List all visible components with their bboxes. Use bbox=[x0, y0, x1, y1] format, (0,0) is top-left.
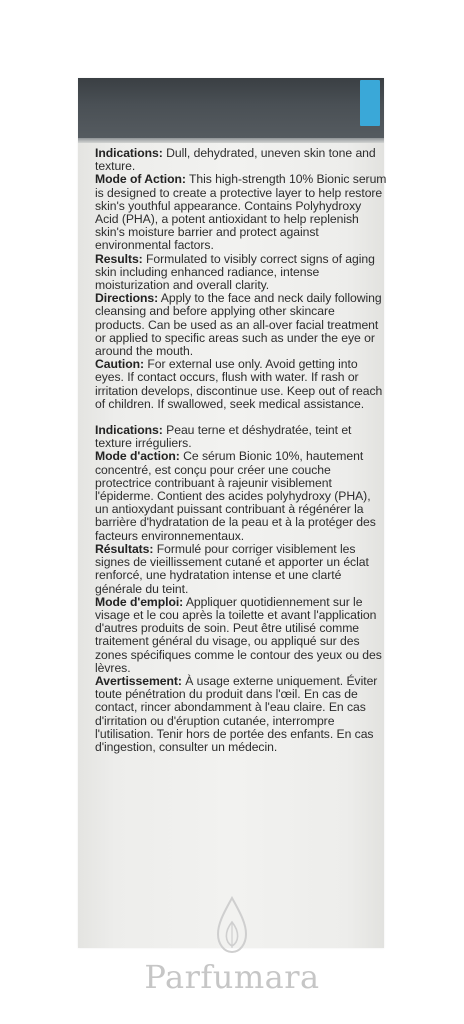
fr-indications-title: Indications: bbox=[95, 423, 163, 438]
en-directions-title: Directions: bbox=[95, 291, 159, 306]
fr-mode-action-text: Ce sérum Bionic 10%, hautement concentré, est conçu pour créer une couche protectrice contribuant à rajeunir visiblement l'épiderme. Contient des acides polyhydroxy (PHA), un antioxydant puissant contribuant à régénérer la barrière d'hydratation de la peau et à la protéger des facteurs environnementaux. bbox=[95, 449, 376, 543]
en-results-text: Formulated to visibly correct signs of aging skin including enhanced radiance, intense moisturization and overall clarity. bbox=[95, 251, 375, 293]
fr-mode-emploi-text: Appliquer quotidiennement sur le visage et le cou après la toilette et avant l'application d'autres produits de soin. Peut être utilisé comme traitement général du visage, ou appliqué sur des zones spécifiques comme le contour des yeux ou des lèvres. bbox=[95, 594, 382, 675]
box-cap-edge bbox=[78, 138, 384, 143]
product-description bbox=[95, 147, 387, 754]
brand-name: Parfumara bbox=[144, 958, 320, 996]
fr-resultats bbox=[95, 543, 387, 596]
fr-resultats-title: Résultats: bbox=[95, 541, 154, 556]
en-caution-title: Caution: bbox=[95, 357, 145, 372]
en-mode-of-action-title: Mode of Action: bbox=[95, 172, 186, 187]
fr-resultats-text: Formulé pour corriger visiblement les signes de vieillissement cutané et apporter un éclat renforcé, une hydratation intense et une clarté générale du teint. bbox=[95, 541, 369, 596]
water-drop-leaf-icon bbox=[215, 896, 249, 956]
en-mode-of-action-text: This high-strength 10% Bionic serum is designed to create a protective layer to help restore skin's youthful appearance. Contains Polyhydroxy Acid (PHA), a potent antioxidant to help replenish skin's moisture barrier and protect against environmental factors. bbox=[95, 172, 387, 253]
english-section bbox=[95, 147, 387, 411]
fr-mode-action-title: Mode d'action: bbox=[95, 449, 180, 464]
en-indications-title: Indications: bbox=[95, 146, 163, 160]
fr-mode-action bbox=[95, 450, 387, 542]
blue-label-tab bbox=[360, 80, 380, 126]
en-results bbox=[95, 253, 387, 293]
en-caution bbox=[95, 358, 387, 411]
en-mode-of-action bbox=[95, 173, 387, 252]
box-top-cap bbox=[78, 78, 384, 138]
en-caution-text: For external use only. Avoid getting into eyes. If contact occurs, flush with water. If rash or irritation develops, discontinue use. Keep out of reach of children. If swallowed, seek medical assistance. bbox=[95, 357, 383, 411]
en-indications bbox=[95, 147, 387, 173]
fr-mode-emploi bbox=[95, 596, 387, 675]
en-indications-text: Dull, dehydrated, uneven skin tone and texture. bbox=[95, 146, 376, 174]
fr-indications-text: Peau terne et déshydratée, teint et texture irréguliers. bbox=[95, 423, 352, 451]
en-directions-text: Apply to the face and neck daily following cleansing and before applying other skincare products. Can be used as an all-over facial treatment or applied to specific areas such as under the eye or around the mouth. bbox=[95, 291, 382, 359]
fr-avertissement bbox=[95, 675, 387, 754]
fr-avertissement-text: À usage externe uniquement. Éviter toute pénétration du produit dans l'œil. En cas de contact, rincer abondamment à l'eau claire. En cas d'irritation ou d'éruption cutanée, interrompre l'utilisation. Tenir hors de portée des enfants. En cas d'ingestion, consulter un médecin. bbox=[95, 673, 378, 754]
french-section bbox=[95, 424, 387, 754]
watermark-logo bbox=[0, 896, 464, 1006]
fr-mode-emploi-title: Mode d'emploi: bbox=[95, 594, 184, 609]
en-directions bbox=[95, 292, 387, 358]
en-results-title: Results: bbox=[95, 251, 143, 266]
fr-indications bbox=[95, 424, 387, 450]
fr-avertissement-title: Avertissement: bbox=[95, 673, 182, 688]
